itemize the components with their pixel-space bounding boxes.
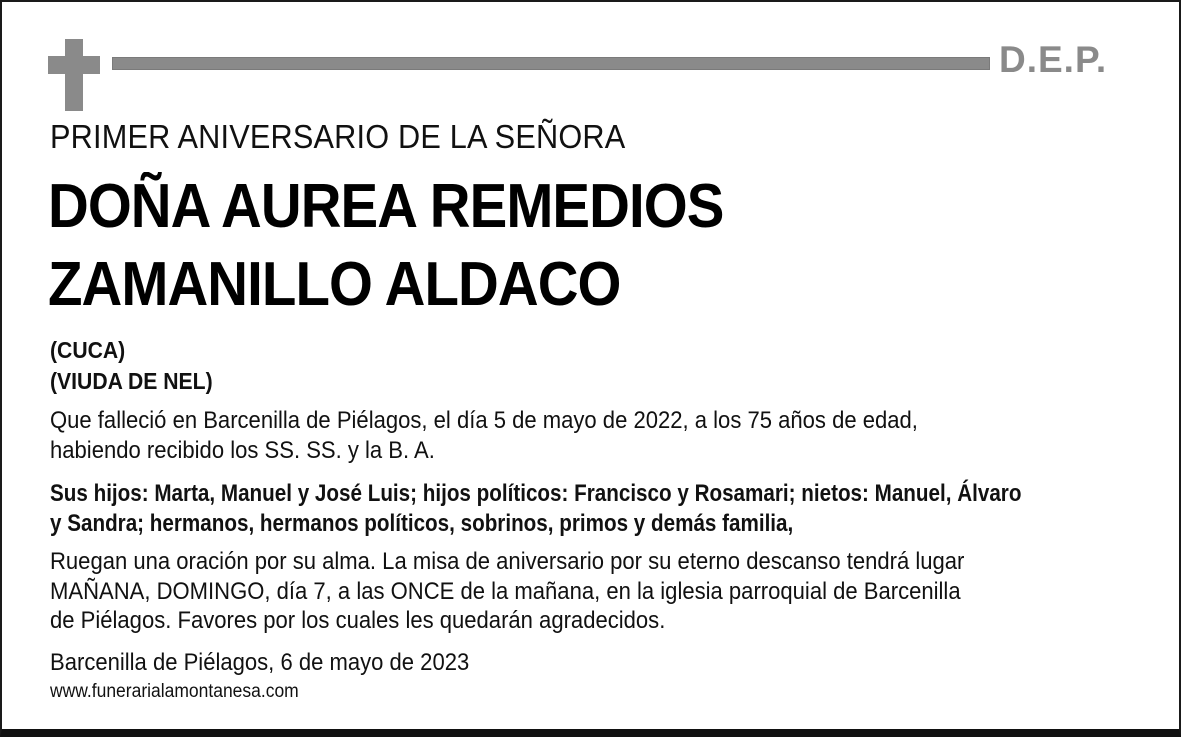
alias-nickname: (CUCA): [50, 337, 126, 363]
mass-request-line: MAÑANA, DOMINGO, día 7, a las ONCE de la mañana, en la iglesia parroquial de Barcenilla: [50, 577, 961, 605]
intro-heading: PRIMER ANIVERSARIO DE LA SEÑORA: [50, 118, 626, 155]
alias-widow: (VIUDA DE NEL): [50, 368, 213, 394]
death-notice-line: Que falleció en Barcenilla de Piélagos, el día 5 de mayo de 2022, a los 75 años de edad,: [50, 407, 918, 434]
header-rule: [112, 57, 990, 70]
death-notice-line: habiendo recibido los SS. SS. y la B. A.: [50, 436, 435, 464]
deceased-name-line-1: DOÑA AUREA REMEDIOS: [48, 172, 724, 241]
aliases: [50, 335, 213, 397]
deceased-name-line-2: ZAMANILLO ALDACO: [48, 250, 621, 319]
mass-request-line: Ruegan una oración por su alma. La misa de aniversario por su eterno descanso tendrá lugar: [50, 548, 965, 575]
deceased-name: [48, 168, 723, 324]
family-line: y Sandra; hermanos, hermanos políticos, sobrinos, primos y demás familia,: [50, 509, 794, 537]
family-line: Sus hijos: Marta, Manuel y José Luis; hijos políticos: Francisco y Rosamari; nietos: Manuel, Álvaro: [50, 480, 1022, 507]
family-list: [50, 479, 1021, 538]
death-notice: [50, 406, 918, 465]
website-link[interactable]: www.funerarialamontanesa.com: [50, 681, 299, 702]
cross-icon: [48, 39, 100, 111]
place-date: Barcenilla de Piélagos, 6 de mayo de 2023: [50, 649, 470, 676]
dep-label: D.E.P.: [999, 39, 1108, 80]
mass-request-line: de Piélagos. Favores por los cuales les quedarán agradecidos.: [50, 607, 666, 634]
mass-request: [50, 547, 964, 636]
